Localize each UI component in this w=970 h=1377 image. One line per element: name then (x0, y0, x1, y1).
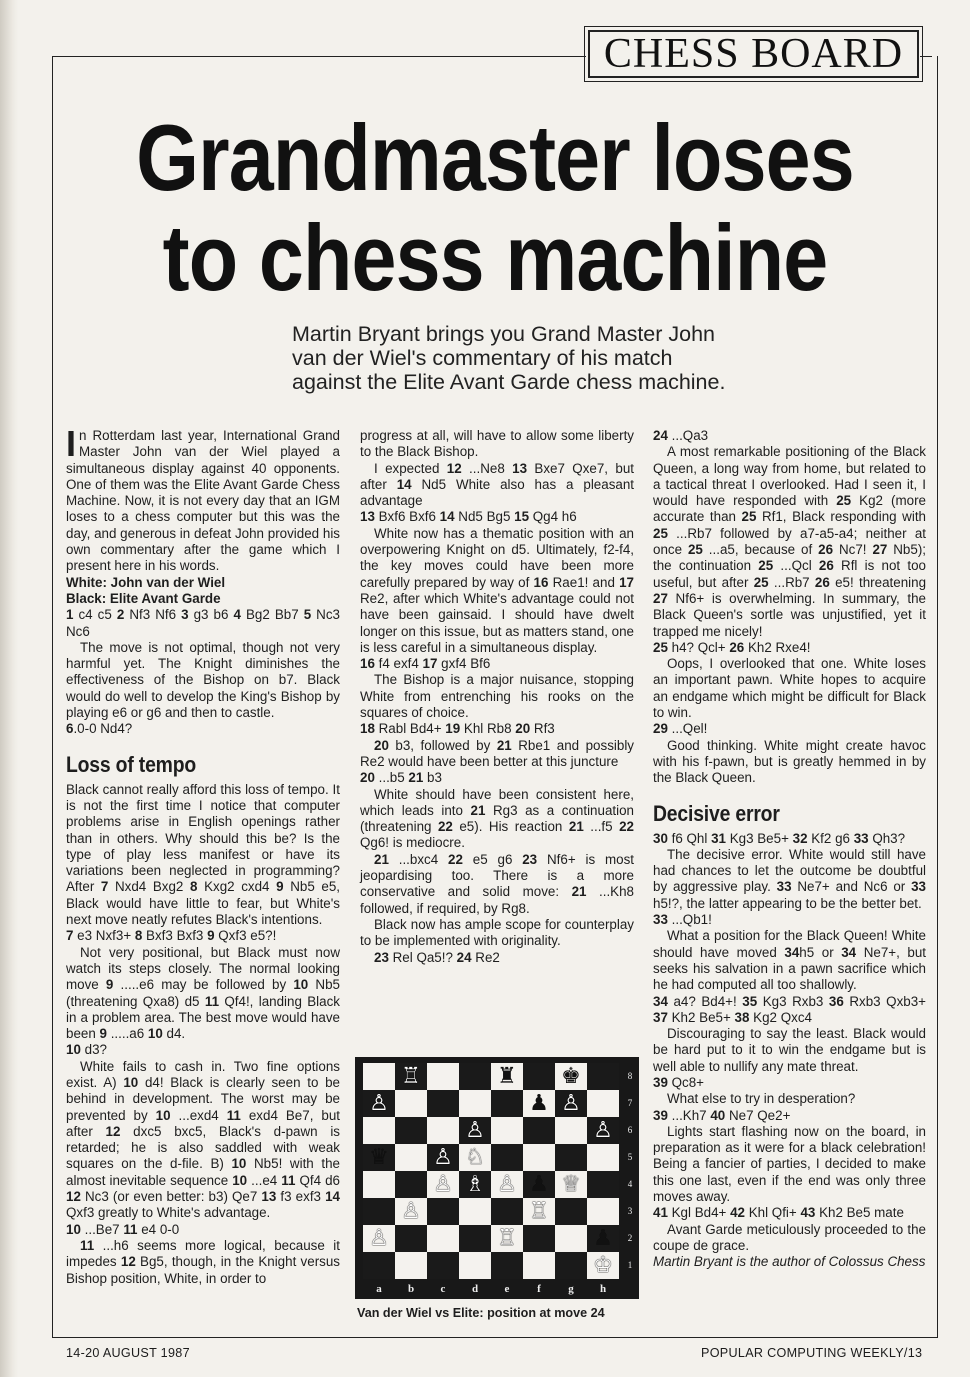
board-square-e3 (491, 1198, 523, 1225)
file-label: f (537, 1283, 541, 1295)
chess-piece-icon: ♙ (561, 1090, 581, 1116)
board-square-a2 (363, 1225, 395, 1252)
commentary: Discouraging to say the least. Black would be hard put to it to win the endgame but is well able to nullify any mate threat. (653, 1026, 926, 1074)
board-square-g4 (555, 1171, 587, 1198)
moves: 25 h4? Qcl+ 26 Kh2 Rxe4! (653, 639, 811, 655)
chess-piece-icon: ♙ (497, 1171, 517, 1197)
subheading: Loss of tempo (66, 751, 197, 777)
board-square-g6 (555, 1117, 587, 1144)
chess-piece-icon: ♘ (465, 1144, 485, 1170)
commentary: What a position for the Black Queen! White should have moved 34h5 or 34 Ne7+, but seeks his salvation in a pawn sacrifice which he had computed all too shallowly. (653, 928, 926, 993)
subheading: Decisive error (653, 800, 780, 826)
diagram-caption: Van der Wiel vs Elite: position at move 24 (357, 1306, 605, 1320)
board-square-c3 (427, 1198, 459, 1225)
moves: 10 d3? (66, 1042, 107, 1058)
board-square-d8 (459, 1063, 491, 1090)
page-folio: POPULAR COMPUTING WEEKLY/13 (701, 1346, 923, 1360)
file-label: a (376, 1283, 382, 1295)
board-square-b4 (395, 1171, 427, 1198)
board-square-e6 (491, 1117, 523, 1144)
board-square-a3 (363, 1198, 395, 1225)
file-labels (363, 1282, 619, 1296)
chess-piece-icon: ♟ (593, 1225, 613, 1251)
board-square-h1 (587, 1252, 619, 1279)
moves: 1 c4 c5 2 Nf3 Nf6 3 g3 b6 4 Bg2 Bb7 5 Nc3 Nc6 (66, 607, 340, 639)
board-square-e5 (491, 1144, 523, 1171)
board-square-b7 (395, 1090, 427, 1117)
moves: 10 ...Be7 11 e4 0-0 (66, 1221, 180, 1237)
board-square-d2 (459, 1225, 491, 1252)
moves: 7 e3 Nxf3+ 8 Bxf3 Bxf3 9 Qxf3 e5?! (66, 928, 277, 944)
board-square-d1 (459, 1252, 491, 1279)
board-square-h5 (587, 1144, 619, 1171)
moves: 6.0-0 Nd4? (66, 721, 133, 737)
page-spine-shadow (0, 0, 18, 1377)
rank-label: 5 (627, 1152, 633, 1162)
frame-rule (920, 56, 932, 57)
moves: 29 ...Qel! (653, 721, 708, 737)
chess-piece-icon: ♛ (369, 1144, 389, 1170)
commentary: Black now has ample scope for counterplay to be implemented with originality. (360, 916, 634, 949)
frame-rule (937, 56, 938, 1338)
chess-piece-icon: ♗ (465, 1171, 485, 1197)
moves: 18 Rabl Bd4+ 19 Khl Rb8 20 Rf3 (360, 721, 555, 737)
board-square-e1 (491, 1252, 523, 1279)
commentary: The decisive error. White would still have had chances to let the outcome be doubtful by aggressive play. 33 Ne7+ and Nc6 or 33 h5!?, the latter appearing to be the better bet. (653, 846, 926, 911)
frame-rule (52, 1337, 938, 1338)
rank-label: 3 (627, 1206, 633, 1216)
board-square-g7 (555, 1090, 587, 1117)
board-square-a7 (363, 1090, 395, 1117)
commentary: Good thinking. White might create havoc with his f-pawn, but is greatly hemmed in by the Black Queen. (653, 737, 926, 786)
board-square-a8 (363, 1063, 395, 1090)
commentary: I expected 12 ...Ne8 13 Bxe7 Qxe7, but after 14 Nd5 White also has a pleasant advantage (360, 460, 635, 509)
intro-paragraph (66, 423, 340, 575)
moves: 39 ...Kh7 40 Ne7 Qe2+ (653, 1107, 791, 1123)
chess-piece-icon: ♙ (433, 1144, 453, 1170)
board-square-c4 (427, 1171, 459, 1198)
board-square-d5 (459, 1144, 491, 1171)
intro-text: n Rotterdam last year, International Grand Master John van der Wiel played a simultaneous display against 40 opponents. One of them was the Elite Avant Garde Chess Machine. Now, it is not every day that an IGM loses to a chess computer but this was the day, and generous in defeat John provided his own commentary after the game which I present here in his words. (66, 428, 340, 574)
white-player: White: John van der Wiel (66, 574, 226, 590)
rank-label: 7 (627, 1098, 633, 1108)
rank-label: 6 (627, 1125, 633, 1135)
board-square-b5 (395, 1144, 427, 1171)
chess-piece-icon: ♟ (529, 1090, 549, 1116)
moves: 30 f6 Qhl 31 Kg3 Be5+ 32 Kf2 g6 33 Qh3? (653, 830, 906, 846)
board-square-h8 (587, 1063, 619, 1090)
board-square-d3 (459, 1198, 491, 1225)
moves: 33 ...Qb1! (653, 912, 712, 928)
commentary: 11 ...h6 seems more logical, because it impedes 12 Bg5, though, in the Knight versus Bishop position, White, in order to (66, 1237, 340, 1286)
board-square-a6 (363, 1117, 395, 1144)
board-square-d6 (459, 1117, 491, 1144)
article-column-3 (653, 428, 926, 1271)
moves: 24 ...Qa3 (653, 428, 709, 443)
file-label: c (440, 1283, 446, 1295)
drop-cap: I (66, 423, 77, 464)
moves: 13 Bxf6 Bxf6 14 Nd5 Bg5 15 Qg4 h6 (360, 509, 577, 525)
frame-rule (52, 56, 53, 1338)
commentary: White fails to cash in. Two fine options exist. A) 10 d4! Black is clearly seen to be behind in development. The worst may be prevented by 10 ...exd4 11 exd4 Be7, but after 12 dxc5 bxc5, Black's d-pawn is retarded; he is also saddled with weak squares on the d-file. B) 10 Nb5! with the almost inevitable sequence 10 ...e4 11 Qf4 d6 12 Nc3 (or even better: b3) Qe7 13 f3 exf3 14 Qxf3 greatly to White's advantage. (66, 1058, 340, 1221)
file-label: e (504, 1283, 510, 1295)
board-square-f3 (523, 1198, 555, 1225)
chess-piece-icon: ♟ (529, 1171, 549, 1197)
moves: 39 Qc8+ (653, 1074, 705, 1090)
board-square-h4 (587, 1171, 619, 1198)
board-square-a1 (363, 1252, 395, 1279)
board-square-c8 (427, 1063, 459, 1090)
moves: 20 ...b5 21 b3 (360, 770, 442, 786)
rank-label: 4 (627, 1179, 633, 1189)
board-square-h6 (587, 1117, 619, 1144)
file-label: d (471, 1283, 479, 1295)
commentary: Not very positional, but Black must now watch its steps closely. The normal looking move 9 .....e6 may be followed by 10 Nb5 (threatening Qxa8) d5 11 Qf4!, landing Black in a problem area. The best move would have been 9 .....a6 10 d4. (66, 944, 340, 1042)
chess-piece-icon: ♙ (369, 1225, 389, 1251)
file-label: h (599, 1283, 607, 1295)
board-square-g2 (555, 1225, 587, 1252)
chess-piece-icon: ♙ (593, 1117, 613, 1143)
chess-piece-icon: ♖ (497, 1225, 517, 1251)
commentary: Black cannot really afford this loss of tempo. It is not the first time I notice that computer problems arise in English openings rather than in others. Why should this be? Is the type of play less manifest or have its variations been neglected in programming? After 7 Nxd4 Bxg2 8 Kxg2 cxd4 9 Nb5 e5, Black would have little to fear, but White's next move neatly refutes Black's intentions. (66, 781, 340, 928)
file-label: g (568, 1283, 574, 1295)
moves: 41 Kgl Bd4+ 42 Khl Qfi+ 43 Kh2 Be5 mate (653, 1205, 904, 1221)
board-square-f4 (523, 1171, 555, 1198)
moves: 34 a4? Bd4+! 35 Kg3 Rxb3 36 Rxb3 Qxb3+ 37 Kh2 Be5+ 38 Kg2 Qxc4 (653, 993, 926, 1025)
commentary: White should have been consistent here, which leads into 21 Rg3 as a continuation (threatening 22 e5). His reaction 21 ...f5 22 Qg6! is mediocre. (360, 786, 634, 851)
rank-label: 2 (627, 1233, 633, 1243)
commentary: Avant Garde meticulously proceeded to the coupe de grace. (653, 1221, 926, 1253)
board-square-c6 (427, 1117, 459, 1144)
commentary: progress at all, will have to allow some liberty to the Black Bishop. (360, 428, 634, 460)
article-column-1 (66, 423, 340, 1287)
chess-diagram (355, 1057, 639, 1299)
board-square-h2 (587, 1225, 619, 1252)
board-square-f1 (523, 1252, 555, 1279)
board-square-d4 (459, 1171, 491, 1198)
moves: 16 f4 exf4 17 gxf4 Bf6 (360, 656, 491, 672)
board-square-b1 (395, 1252, 427, 1279)
board-square-f5 (523, 1144, 555, 1171)
board-square-f7 (523, 1090, 555, 1117)
board-square-b3 (395, 1198, 427, 1225)
chess-piece-icon: ♙ (433, 1171, 453, 1197)
commentary: What else to try in desperation? (667, 1091, 856, 1107)
board-square-c1 (427, 1252, 459, 1279)
board-square-e2 (491, 1225, 523, 1252)
chess-piece-icon: ♖ (529, 1198, 549, 1224)
chess-board (363, 1063, 619, 1279)
article-column-2 (360, 428, 634, 966)
board-square-e7 (491, 1090, 523, 1117)
board-square-h3 (587, 1198, 619, 1225)
chess-piece-icon: ♙ (465, 1117, 485, 1143)
chess-piece-icon: ♖ (401, 1063, 421, 1089)
rank-labels (624, 1063, 636, 1279)
issue-date: 14-20 AUGUST 1987 (66, 1346, 190, 1360)
board-square-c7 (427, 1090, 459, 1117)
board-square-b6 (395, 1117, 427, 1144)
file-label: b (407, 1283, 415, 1295)
commentary: Oops, I overlooked that one. White loses an important pawn. White hopes to acquire an endgame which might be difficult for Black to win. (653, 656, 926, 721)
board-square-f8 (523, 1063, 555, 1090)
rank-label: 8 (627, 1071, 633, 1081)
frame-rule (52, 56, 586, 57)
moves: 23 Rel Qa5!? 24 Re2 (374, 949, 500, 965)
board-square-a5 (363, 1144, 395, 1171)
chess-piece-icon: ♙ (369, 1090, 389, 1116)
chess-piece-icon: ♔ (593, 1252, 613, 1278)
commentary: The Bishop is a major nuisance, stopping White from entrenching his rooks on the squares of choice. (360, 672, 634, 721)
board-square-g1 (555, 1252, 587, 1279)
commentary: A most remarkable positioning of the Black Queen, a long way from home, but related to a tactical threat I overlooked. Had I seen it, I would have responded with 25 Kg2 (more accurate than 25 Rf1, Black responding with 25 ...Rb7 followed by a7-a5-a4; neither at once 25 ...a5, because of 26 Nc7! 27 Nb5); the continuation 25 ...Qcl 26 Rfl is not too useful, but after 25 ...Rb7 26 e5! threatening 27 Nf6+ is overwhelming. In summary, the Black Queen's sortle was unjustified, yet it trapped me nicely! (653, 444, 927, 639)
chess-piece-icon: ♚ (561, 1063, 581, 1089)
board-square-b8 (395, 1063, 427, 1090)
board-square-c2 (427, 1225, 459, 1252)
board-square-a4 (363, 1171, 395, 1198)
commentary: The move is not optimal, though not very harmful yet. The Knight diminishes the effectiveness of the Bishop on b7. Black would do well to develop the King's Bishop by playing e6 or g6 and then to castle. (66, 639, 340, 721)
rank-label: 1 (627, 1260, 633, 1270)
board-square-f2 (523, 1225, 555, 1252)
board-square-g8 (555, 1063, 587, 1090)
commentary: White now has a thematic position with an overpowering Knight on d5. Ultimately, f2-f4, the key moves could have been more carefully prepared by way of 16 Rae1! and 17 Re2, after which White's advantage could not have been gainsaid. I should have dwelt longer on this issue, but as matters stand, one is less careful in a simultaneous display. (360, 525, 634, 655)
chess-piece-icon: ♕ (561, 1171, 581, 1197)
chess-piece-icon: ♜ (497, 1063, 517, 1089)
commentary: 21 ...bxc4 22 e5 g6 23 Nf6+ is most jeopardising too. There is a more conservative and solid move: 21 ...Kh8 followed, if required, by Rg8. (360, 851, 634, 916)
section-label: CHESS BOARD (588, 30, 919, 78)
board-square-d7 (459, 1090, 491, 1117)
board-square-b2 (395, 1225, 427, 1252)
board-square-h7 (587, 1090, 619, 1117)
board-square-e8 (491, 1063, 523, 1090)
chess-piece-icon: ♙ (401, 1198, 421, 1224)
black-player: Black: Elite Avant Garde (66, 590, 221, 606)
author-credit: Martin Bryant is the author of Colossus Chess (653, 1254, 926, 1270)
board-square-g3 (555, 1198, 587, 1225)
commentary: 20 b3, followed by 21 Rbe1 and possibly Re2 would have been better at this juncture (360, 737, 634, 769)
standfirst: Martin Bryant brings you Grand Master John van der Wiel's commentary of his match against the Elite Avant Garde chess machine. (292, 322, 726, 394)
board-square-g5 (555, 1144, 587, 1171)
board-square-f6 (523, 1117, 555, 1144)
headline: Grandmaster loses to chess machine (136, 105, 854, 310)
board-square-c5 (427, 1144, 459, 1171)
commentary: Lights start flashing now on the board, in preparation as it were for a black celebration! Being a fancier of parties, I decided to make this one last, even if the end was only three moves away. (653, 1123, 926, 1205)
board-square-e4 (491, 1171, 523, 1198)
